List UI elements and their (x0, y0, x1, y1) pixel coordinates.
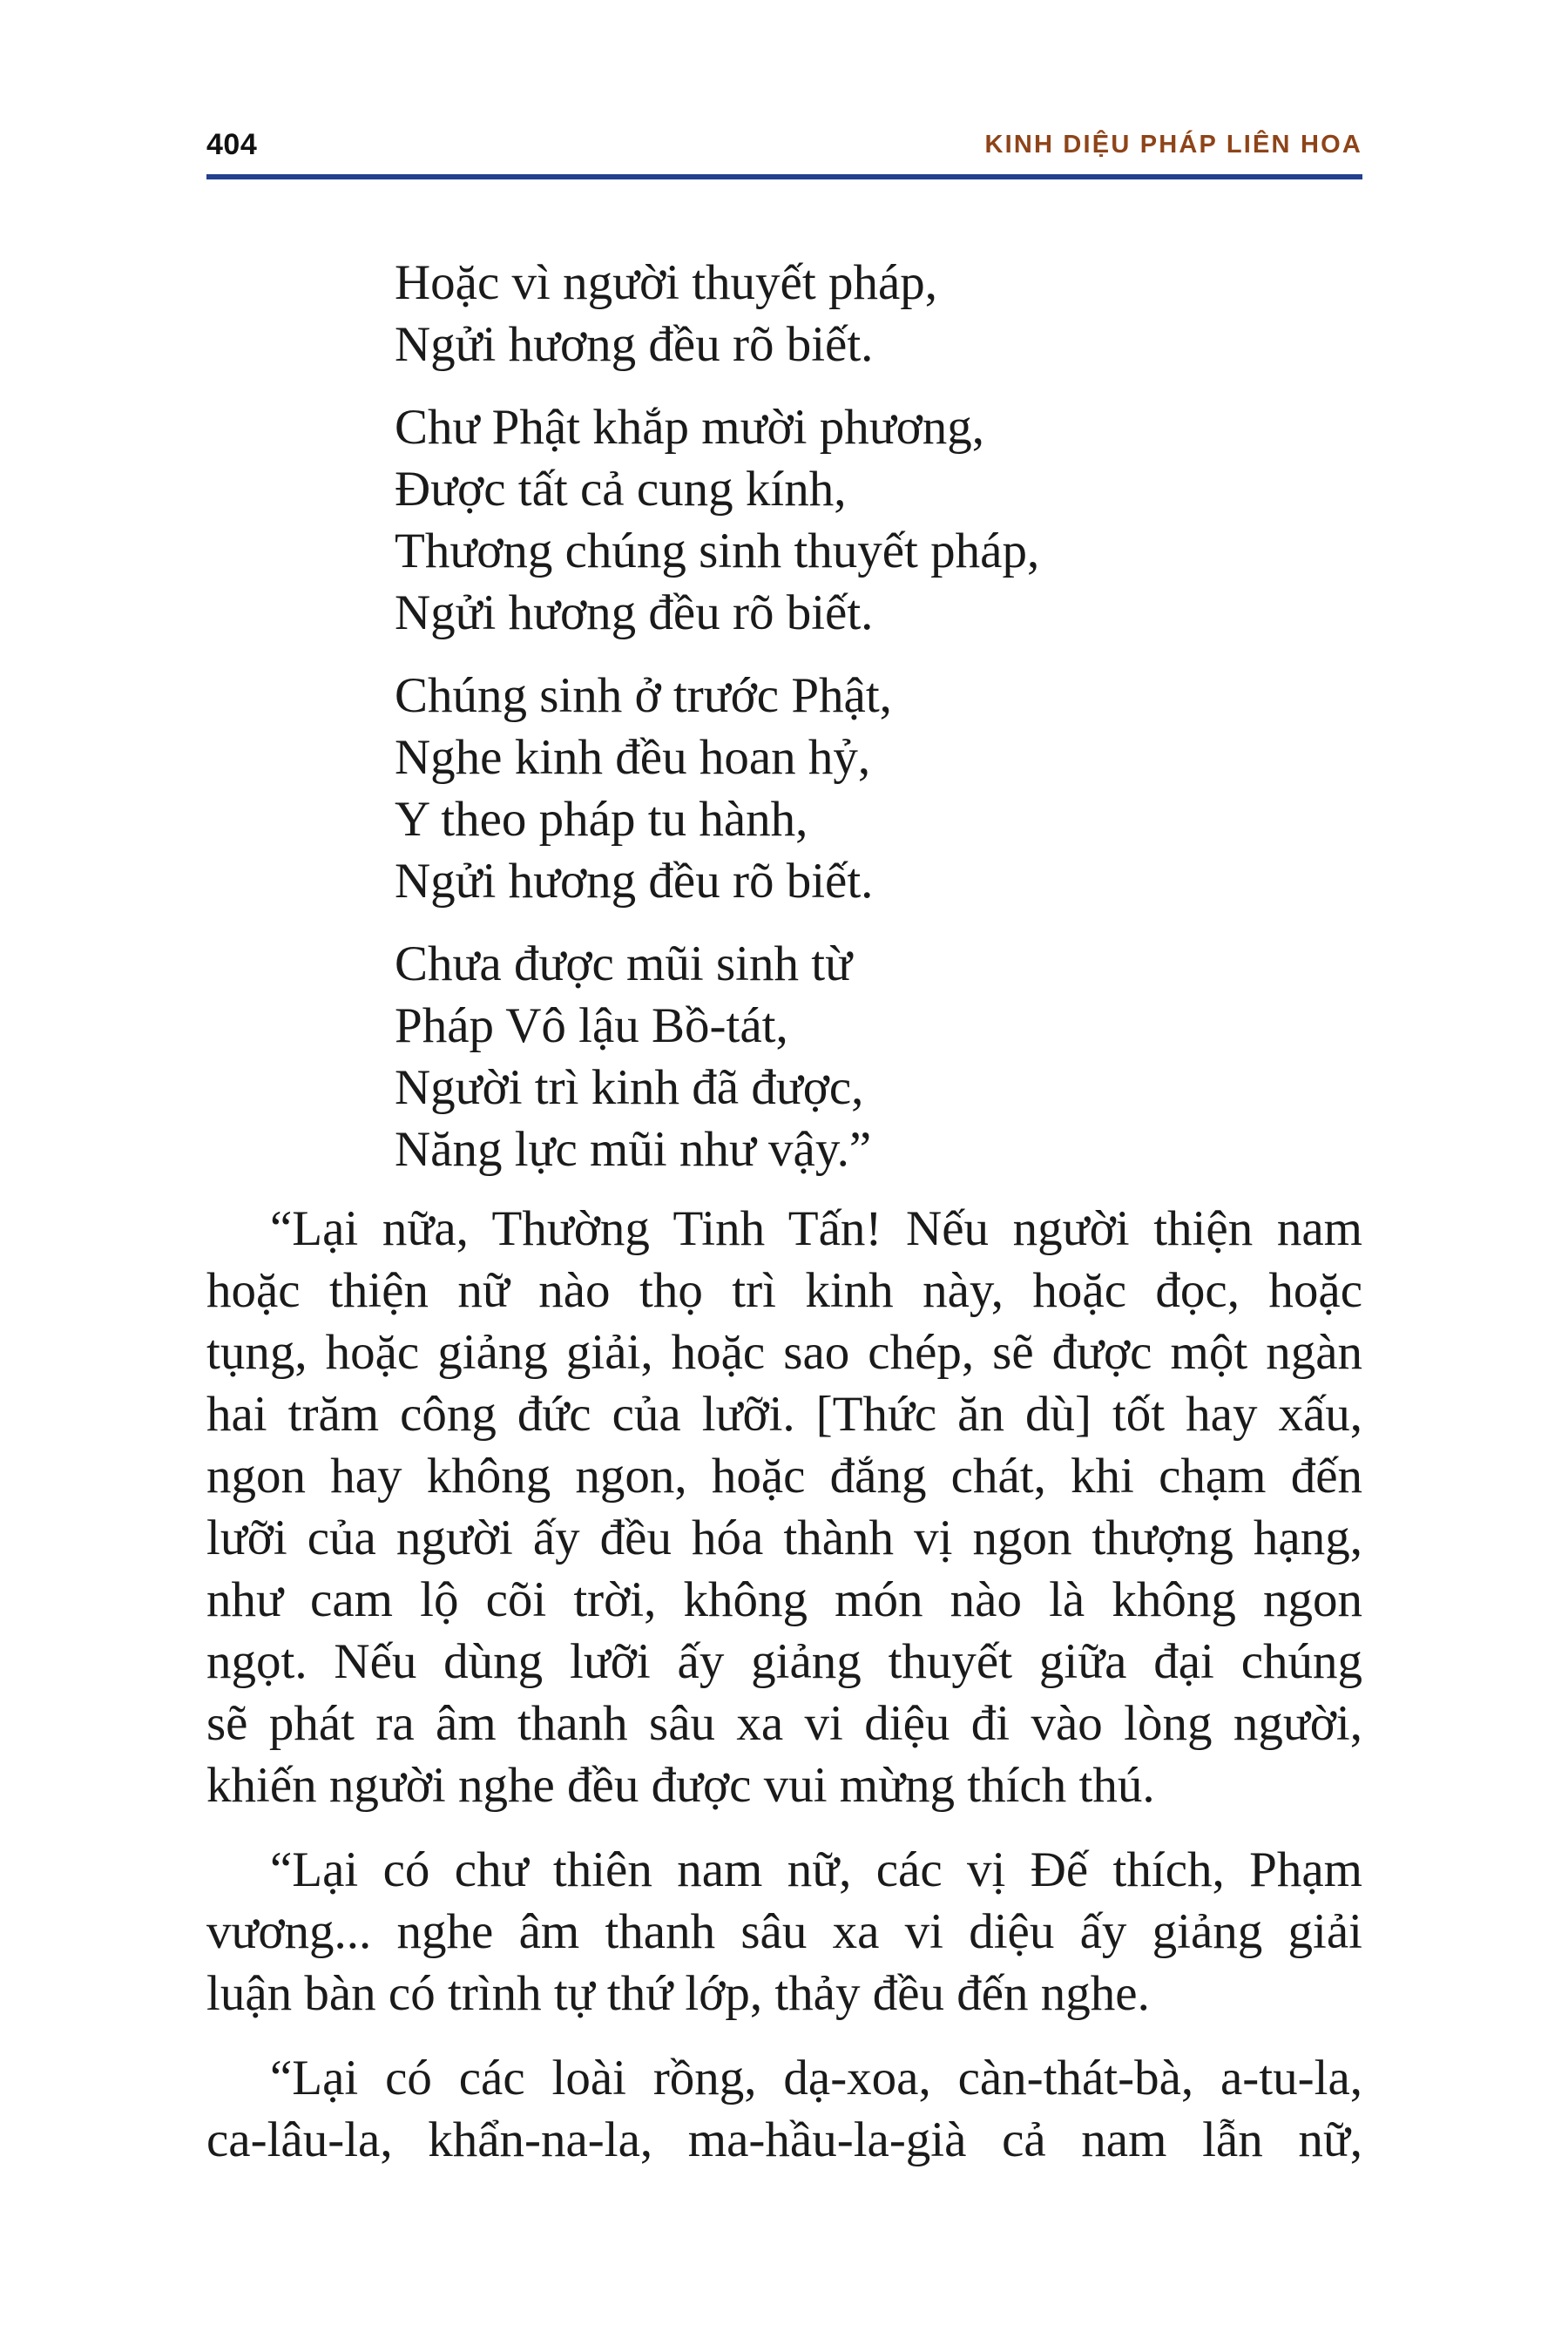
verse-line: Người trì kinh đã được, (395, 1060, 864, 1115)
verse-line: Pháp Vô lậu Bồ-tát, (395, 998, 788, 1053)
paragraph-line: ngon hay không ngon, hoặc đắng chát, khi chạm đến (206, 1449, 1362, 1504)
paragraph-line: tụng, hoặc giảng giải, hoặc sao chép, sẽ được một ngàn (206, 1325, 1362, 1380)
paragraph-line: ca-lâu-la, khẩn-na-la, ma-hầu-la-già cả nam lẫn nữ, (206, 2112, 1362, 2167)
verse-line: Thương chúng sinh thuyết pháp, (395, 524, 1040, 578)
verse-line: Chưa được mũi sinh từ (395, 936, 852, 991)
verse-line: Y theo pháp tu hành, (395, 792, 808, 847)
paragraph-line: hoặc thiện nữ nào thọ trì kinh này, hoặc đọc, hoặc (206, 1263, 1362, 1318)
paragraph-line: “Lại có chư thiên nam nữ, các vị Đế thích, Phạm (270, 1842, 1362, 1897)
paragraph-line: hai trăm công đức của lưỡi. [Thức ăn dù] tốt hay xấu, (206, 1387, 1362, 1442)
header-rule (206, 174, 1362, 179)
paragraph-line: khiến người nghe đều được vui mừng thích thú. (206, 1758, 1155, 1813)
running-title: KINH DIỆU PHÁP LIÊN HOA (984, 131, 1362, 159)
paragraph-line: ngọt. Nếu dùng lưỡi ấy giảng thuyết giữa đại chúng (206, 1634, 1362, 1689)
verse-line: Chư Phật khắp mười phương, (395, 400, 985, 455)
verse-line: Ngửi hương đều rõ biết. (395, 854, 874, 909)
paragraph-line: vương... nghe âm thanh sâu xa vi diệu ấy giảng giải (206, 1904, 1362, 1959)
verse-line: Ngửi hương đều rõ biết. (395, 585, 874, 640)
paragraph-line: sẽ phát ra âm thanh sâu xa vi diệu đi vào lòng người, (206, 1696, 1362, 1751)
verse-line: Năng lực mũi như vậy.” (395, 1122, 872, 1177)
verse-line: Hoặc vì người thuyết pháp, (395, 255, 937, 310)
page-header (206, 122, 1362, 179)
verse-line: Nghe kinh đều hoan hỷ, (395, 730, 871, 785)
verse-line: Ngửi hương đều rõ biết. (395, 317, 874, 372)
verse-line: Được tất cả cung kính, (395, 462, 847, 517)
verse-line: Chúng sinh ở trước Phật, (395, 668, 892, 723)
paragraph-line: “Lại có các loài rồng, dạ-xoa, càn-thát-bà, a-tu-la, (270, 2051, 1362, 2105)
paragraph-line: luận bàn có trình tự thứ lớp, thảy đều đến nghe. (206, 1966, 1150, 2021)
page-number: 404 (206, 128, 258, 161)
paragraph-line: lưỡi của người ấy đều hóa thành vị ngon thượng hạng, (206, 1511, 1362, 1565)
paragraph-line: “Lại nữa, Thường Tinh Tấn! Nếu người thiện nam (270, 1201, 1362, 1256)
paragraph-line: như cam lộ cõi trời, không món nào là không ngon (206, 1572, 1362, 1627)
